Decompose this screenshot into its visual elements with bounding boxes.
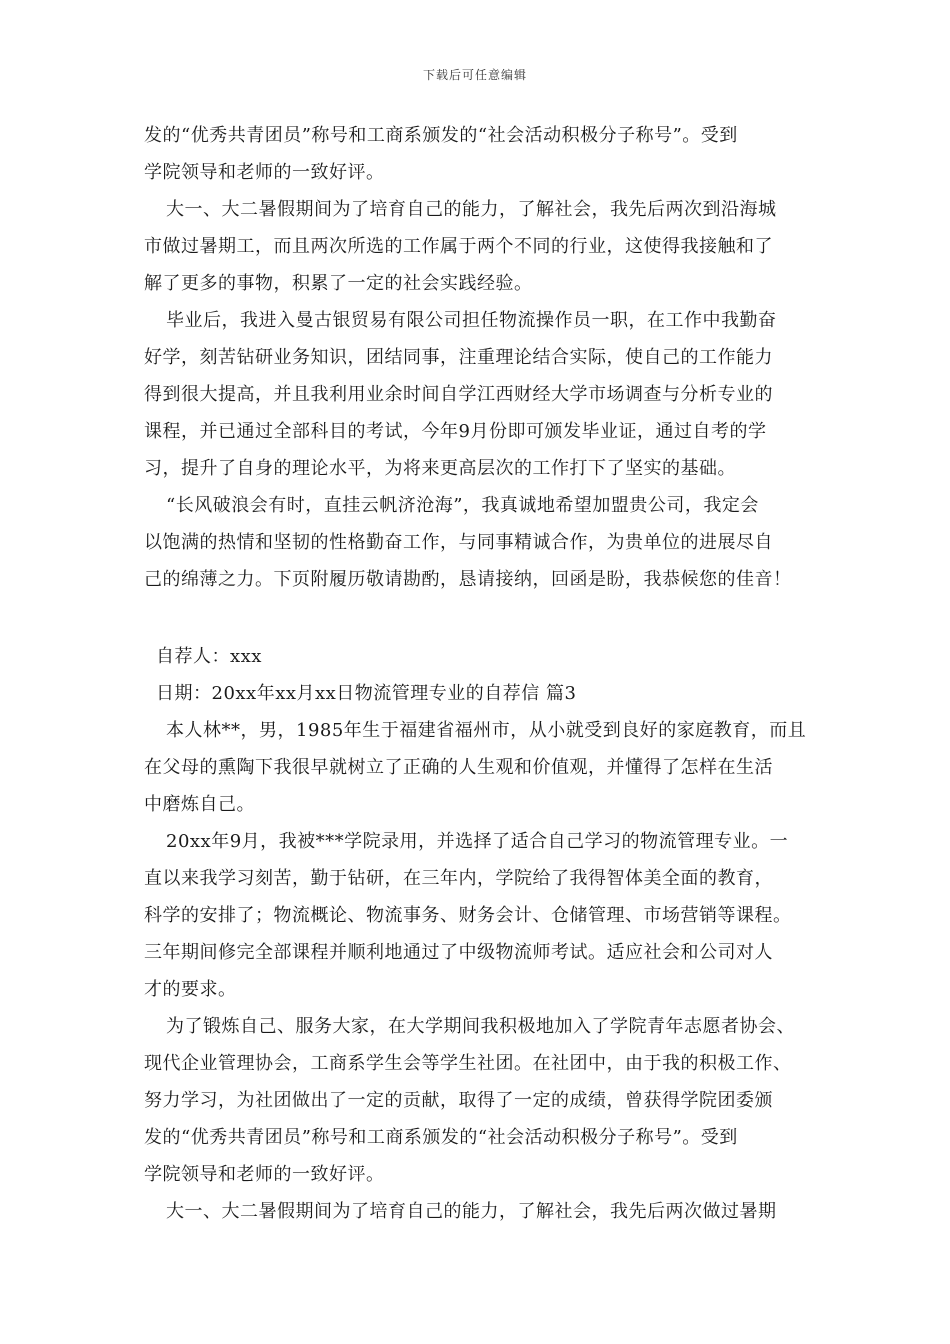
paragraph [144, 1193, 824, 1230]
text-line: 为了锻炼自己、服务大家，在大学期间我积极地加入了学院青年志愿者协会、 [166, 1016, 795, 1037]
text-line: 发的“优秀共青团员”称号和工商系颁发的“社会活动积极分子称号”。受到 [144, 125, 738, 146]
text-line: 大一、大二暑假期间为了培育自己的能力，了解社会，我先后两次做过暑期 [166, 1201, 777, 1222]
text-line: 直以来我学习刻苦，勤于钻研，在三年内，学院给了我得智体美全面的教育， [144, 868, 773, 889]
signer-line: 自荐人：xxx [156, 646, 262, 667]
text-line: 三年期间修完全部课程并顺利地通过了中级物流师考试。适应社会和公司对人 [144, 942, 773, 963]
text-line: 得到很大提高，并且我利用业余时间自学江西财经大学市场调查与分析专业的 [144, 384, 773, 405]
text-line: 科学的安排了；物流概论、物流事务、财务会计、仓储管理、市场营销等课程。 [144, 905, 792, 926]
text-line: 解了更多的事物，积累了一定的社会实践经验。 [144, 273, 533, 294]
blank-spacer [144, 598, 824, 638]
paragraph [144, 712, 824, 823]
text-line: 好学，刻苦钻研业务知识，团结同事，注重理论结合实际，使自己的工作能力 [144, 347, 773, 368]
text-line: 在父母的熏陶下我很早就树立了正确的人生观和价值观，并懂得了怎样在生活 [144, 757, 773, 778]
text-line: 20xx年9月，我被***学院录用，并选择了适合自己学习的物流管理专业。一 [166, 831, 789, 852]
text-line: 习，提升了自身的理论水平，为将来更高层次的工作打下了坚实的基础。 [144, 458, 736, 479]
text-line: 以饱满的热情和坚韧的性格勤奋工作，与同事精诚合作，为贵单位的进展尽自 [144, 532, 773, 553]
paragraph [144, 823, 824, 1008]
text-line: 学院领导和老师的一致好评。 [144, 1164, 385, 1185]
text-line: 才的要求。 [144, 979, 237, 1000]
text-line: 大一、大二暑假期间为了培育自己的能力，了解社会，我先后两次到沿海城 [166, 199, 777, 220]
text-line: 本人林**，男，1985年生于福建省福州市，从小就受到良好的家庭教育，而且 [166, 720, 807, 741]
date-title-line: 日期：20xx年xx月xx日物流管理专业的自荐信 篇3 [156, 683, 577, 704]
text-line: 中磨炼自己。 [144, 794, 255, 815]
text-line: 努力学习，为社团做出了一定的贡献，取得了一定的成绩，曾获得学院团委颁 [144, 1090, 773, 1111]
text-line: 己的绵薄之力。下页附履历敬请勘酌，恳请接纳，回函是盼，我恭候您的佳音！ [144, 569, 792, 590]
text-line: 市做过暑期工，而且两次所选的工作属于两个不同的行业，这使得我接触和了 [144, 236, 773, 257]
document-body [144, 117, 824, 1230]
text-line: 现代企业管理协会，工商系学生会等学生社团。在社团中，由于我的积极工作、 [144, 1053, 792, 1074]
page-header-note: 下载后可任意编辑 [422, 68, 527, 82]
text-line: 课程，并已通过全部科目的考试，今年9月份即可颁发毕业证，通过自考的学 [144, 421, 767, 442]
text-line: 毕业后，我进入曼古银贸易有限公司担任物流操作员一职，在工作中我勤奋 [166, 310, 777, 331]
paragraph [144, 117, 824, 191]
text-line: 发的“优秀共青团员”称号和工商系颁发的“社会活动积极分子称号”。受到 [144, 1127, 738, 1148]
paragraph [144, 487, 824, 598]
paragraph [144, 1008, 824, 1193]
text-line: “长风破浪会有时，直挂云帆济沧海”，我真诚地希望加盟贵公司，我定会 [166, 495, 759, 516]
text-line: 学院领导和老师的一致好评。 [144, 162, 385, 183]
paragraph [144, 302, 824, 487]
paragraph [144, 191, 824, 302]
